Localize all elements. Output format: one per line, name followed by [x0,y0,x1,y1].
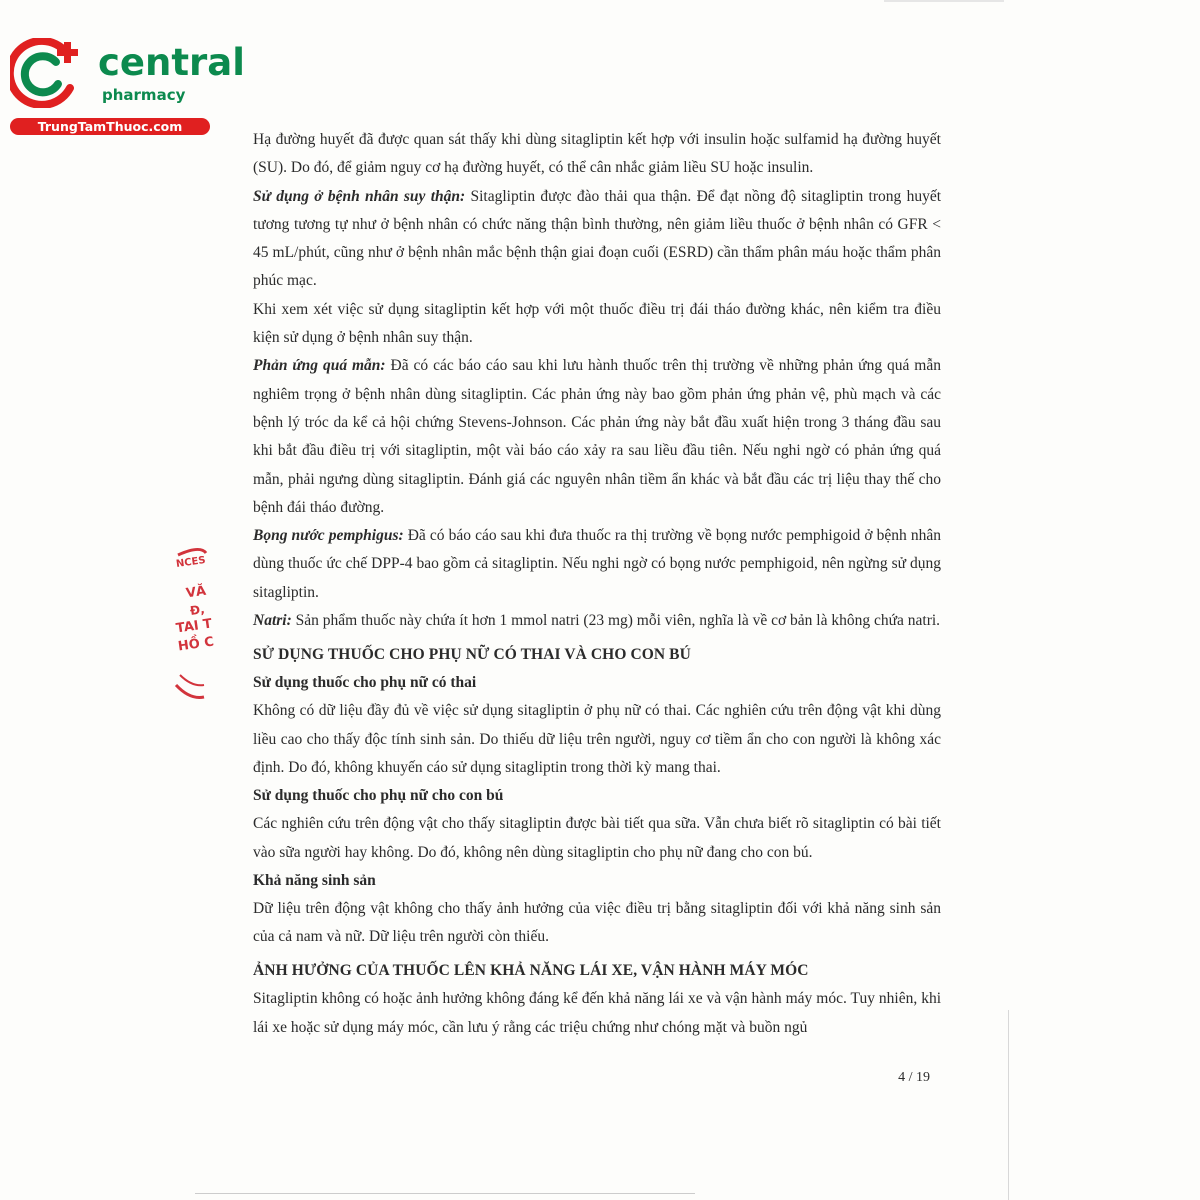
pemphigus-text: Đã có báo cáo sau khi đưa thuốc ra thị trường về bọng nước pemphigoid ở bệnh nhân dùng thuốc ức chế DPP-4 bao gồm cả sitagliptin. Nếu nghi ngờ có bọng nước pemphigoid, nên ngừng sử dụng sitagliptin. [253,527,941,601]
logo-website-link[interactable]: TrungTamThuoc.com [10,118,210,135]
paragraph-combination: Khi xem xét việc sử dụng sitagliptin kết hợp với một thuốc điều trị đái tháo đường khác, nên kiểm tra điều kiện sử dụng ở bệnh nhân suy thận. [253,300,941,347]
stamp-text-line: NCES [175,554,207,571]
stamp-text-line: VĂ [185,583,208,602]
stamp-text-line: TAI T [175,616,214,637]
stamp-text-line: Đ, [189,602,206,618]
sodium-label: Natri: [253,612,292,630]
pemphigus-label: Bọng nước pemphigus: [253,527,404,545]
renal-text: Sitagliptin được đào thải qua thận. Để đạt nồng độ sitagliptin trong huyết tương tương tự như ở bệnh nhân có chức năng thận bình thường, nên giảm liều thuốc ở bệnh nhân có GFR < 45 mL/phút, cũng như ở bệnh nhân mắc bệnh thận giai đoạn cuối (ESRD) cần thẩm phân máu hoặc thẩm phân phúc mạc. [253,187,942,290]
subheading-pregnancy: Sử dụng thuốc cho phụ nữ có thai [253,674,477,692]
page-number: 4 / 19 [898,1070,930,1085]
top-edge-mark [884,0,1004,2]
central-logo-icon [10,38,90,108]
bottom-edge-line [195,1193,695,1194]
paragraph-pregnancy: Không có dữ liệu đầy đủ về việc sử dụng sitagliptin ở phụ nữ có thai. Các nghiên cứu trên động vật khi dùng liều cao cho thấy độc tính sinh sản. Do thiếu dữ liệu trên người, nguy cơ tiềm ẩn cho con người là không xác định. Do đó, không khuyến cáo sử dụng sitagliptin trong thời kỳ mang thai. [253,702,941,776]
paragraph-lactation: Các nghiên cứu trên động vật cho thấy sitagliptin được bài tiết qua sữa. Vẫn chưa biết rõ sitagliptin có bài tiết vào sữa người hay không. Do đó, không nên dùng sitagliptin cho phụ nữ đang cho con bú. [253,815,941,861]
heading-pregnancy-lactation: SỬ DỤNG THUỐC CHO PHỤ NỮ CÓ THAI VÀ CHO CON BÚ [253,646,691,664]
paragraph-renal [253,183,941,296]
paragraph-hypoglycemia: Hạ đường huyết đã được quan sát thấy khi dùng sitagliptin kết hợp với insulin hoặc sulfamid hạ đường huyết (SU). Do đó, để giảm nguy cơ hạ đường huyết, có thể cân nhắc giảm liều SU hoặc insulin. [253,131,941,177]
stamp-text-line: HỒ C [177,634,215,655]
sodium-text: Sản phẩm thuốc này chứa ít hơn 1 mmol natri (23 mg) mỗi viên, nghĩa là về cơ bản là không chứa natri. [291,612,941,630]
heading-driving: ẢNH HƯỞNG CỦA THUỐC LÊN KHẢ NĂNG LÁI XE, VẬN HÀNH MÁY MÓC [253,962,809,980]
central-pharmacy-logo[interactable] [10,38,245,138]
logo-tagline: pharmacy [102,86,186,104]
paragraph-driving: Sitagliptin không có hoặc ảnh hưởng không đáng kể đến khả năng lái xe và vận hành máy móc. Tuy nhiên, khi lái xe hoặc sử dụng máy móc, cần lưu ý rằng các triệu chứng như chóng mặt và buồn ngủ [253,990,941,1036]
paragraph-pemphigus [253,522,941,607]
hypersensitivity-text: Đã có các báo cáo sau khi lưu hành thuốc trên thị trường về những phản ứng quá mẫn nghiêm trọng ở bệnh nhân dùng sitagliptin. Các phản ứng này bao gồm phản ứng phản vệ, phù mạch và các bệnh lý tróc da kể cả hội chứng Stevens-Johnson. Các phản ứng này bắt đầu xuất hiện trong 3 tháng đầu sau khi bắt đầu điều trị với sitagliptin, một vài báo cáo xảy ra sau liều đầu tiên. Nếu nghi ngờ có phản ứng quá mẫn, phải ngưng dùng sitagliptin. Đánh giá các nguyên nhân tiềm ẩn khác và bắt đầu các trị liệu thay thế cho bệnh đái tháo đường. [253,357,941,516]
document-body [253,126,941,1042]
renal-label: Sử dụng ở bệnh nhân suy thận: [253,187,466,205]
page-edge-line [1008,1010,1009,1200]
subheading-fertility: Khả năng sinh sản [253,871,376,889]
paragraph-hypersensitivity [253,352,941,522]
logo-brand-name: central [98,41,245,84]
subheading-lactation: Sử dụng thuốc cho phụ nữ cho con bú [253,787,504,805]
paragraph-fertility: Dữ liệu trên động vật không cho thấy ảnh hưởng của việc điều trị bằng sitagliptin đối với khả năng sinh sản của cả nam và nữ. Dữ liệu trên người còn thiếu. [253,899,941,946]
paragraph-sodium [253,607,941,635]
hypersensitivity-label: Phản ứng quá mẫn: [253,357,386,375]
